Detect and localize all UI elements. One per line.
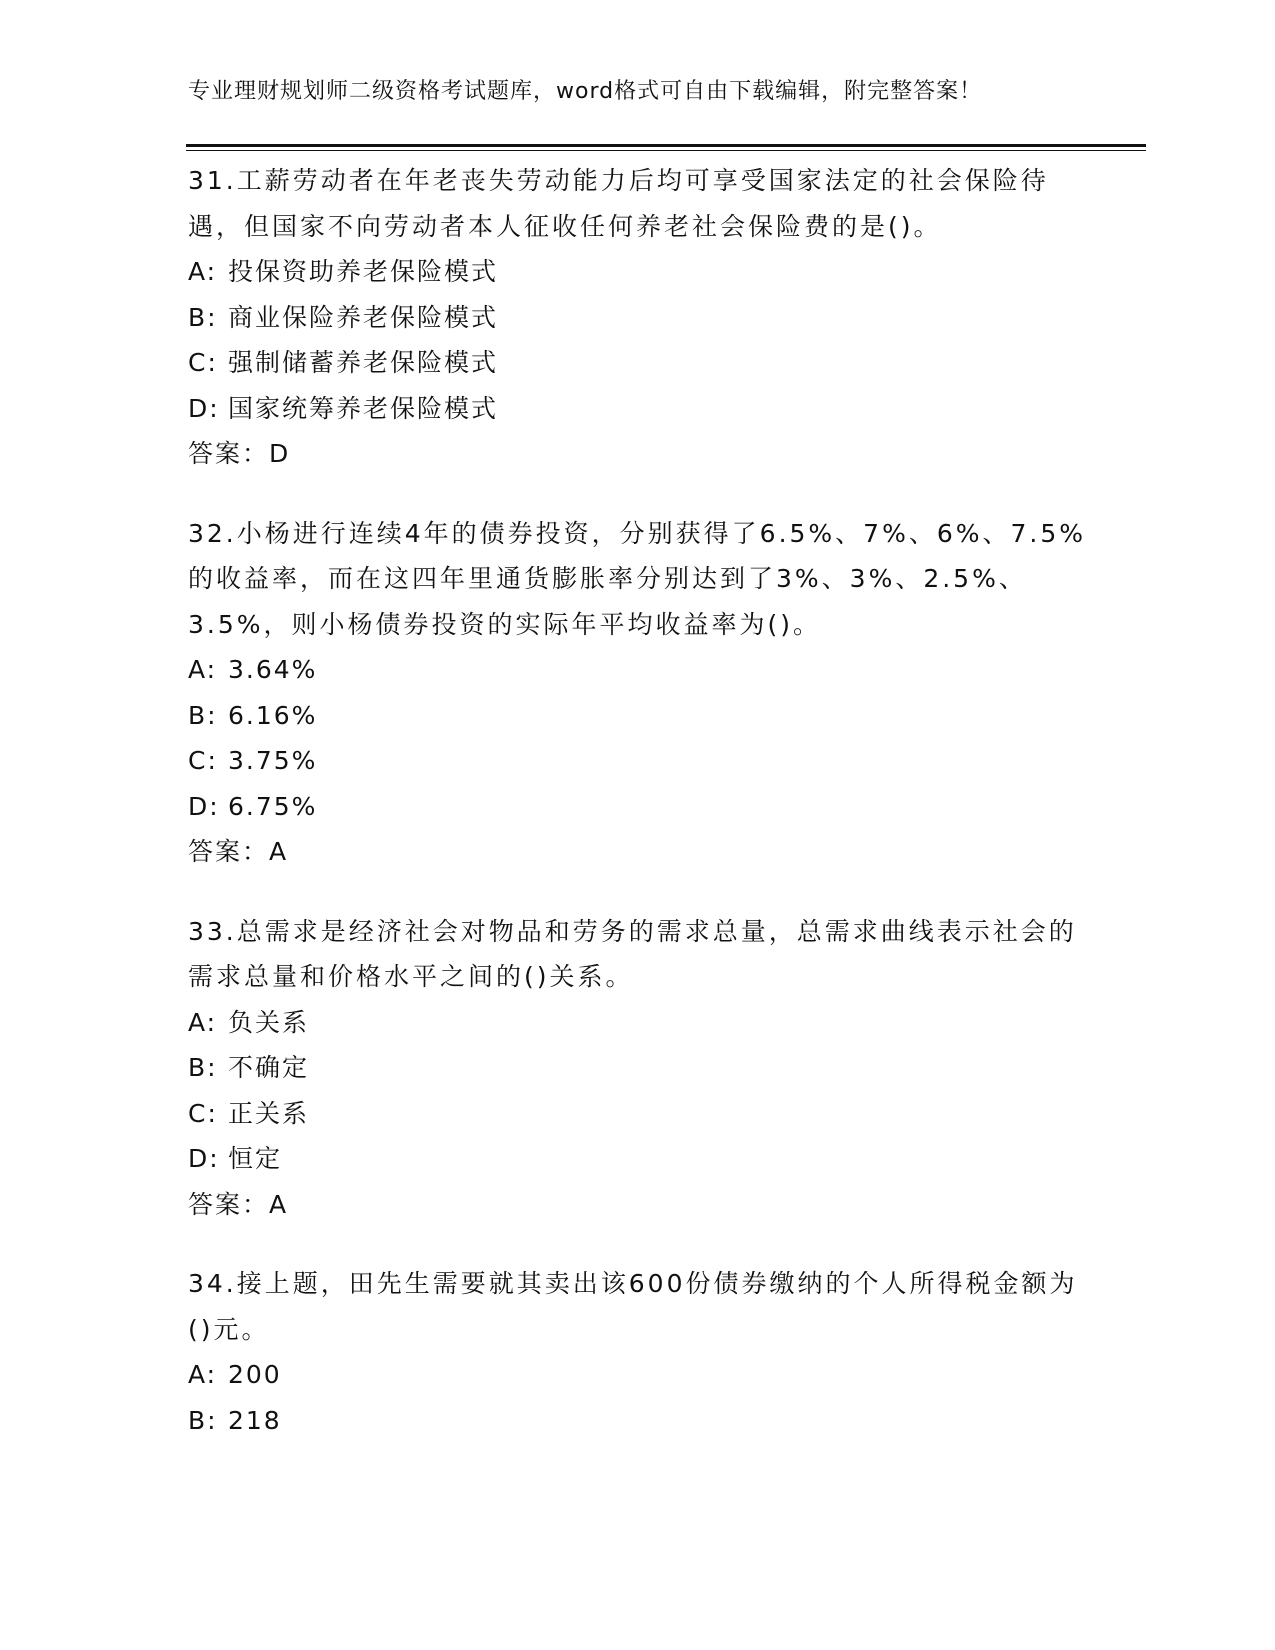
option-d (188, 784, 1088, 830)
option-text: 商业保险养老保险模式 (228, 302, 499, 332)
option-letter: D: (188, 1144, 220, 1173)
option-letter: C: (188, 348, 218, 377)
option-d (188, 386, 1088, 432)
option-a (188, 647, 1088, 693)
option-letter: B: (188, 1405, 218, 1435)
option-letter: D: (188, 791, 220, 821)
header-rule-thick (186, 144, 1146, 147)
option-b (188, 1398, 1088, 1444)
option-text: 投保资助养老保险模式 (228, 257, 499, 286)
option-letter: A: (188, 257, 218, 286)
answer-line: 答案：D (188, 439, 291, 468)
option-text: 3.64% (228, 655, 318, 684)
option-letter: B: (188, 1053, 218, 1082)
question-33 (188, 909, 1088, 1228)
option-text: 正关系 (228, 1098, 310, 1128)
option-b (188, 295, 1088, 341)
option-text: 6.75% (228, 791, 318, 821)
option-text: 6.16% (228, 700, 318, 730)
page-header: 专业理财规划师二级资格考试题库，word格式可自由下载编辑，附完整答案！ (188, 79, 983, 104)
option-text: 200 (228, 1360, 282, 1389)
option-text: 218 (228, 1405, 282, 1435)
question-32 (188, 511, 1088, 875)
answer-line: 答案：A (188, 837, 289, 866)
option-text: 负关系 (228, 1007, 310, 1037)
option-c (188, 1091, 1088, 1137)
option-letter: A: (188, 655, 218, 684)
option-letter: D: (188, 393, 220, 423)
option-text: 3.75% (228, 746, 318, 775)
option-c (188, 340, 1088, 386)
option-b (188, 693, 1088, 739)
question-stem: 34.接上题，田先生需要就其卖出该600份债券缴纳的个人所得税金额为()元。 (188, 1269, 1078, 1344)
option-b (188, 1045, 1088, 1091)
header-rule-thin (186, 150, 1146, 151)
question-list (188, 158, 1088, 1477)
option-letter: C: (188, 1098, 218, 1128)
question-34 (188, 1261, 1088, 1443)
option-letter: B: (188, 302, 218, 332)
answer-line: 答案：A (188, 1189, 289, 1219)
option-letter: B: (188, 700, 218, 730)
question-stem: 31.工薪劳动者在年老丧失劳动能力后均可享受国家法定的社会保险待遇，但国家不向劳动者本人征收任何养老社会保险费的是()。 (188, 166, 1049, 241)
option-letter: A: (188, 1360, 218, 1389)
option-letter: C: (188, 746, 218, 775)
option-d (188, 1136, 1088, 1182)
question-31 (188, 158, 1088, 477)
option-text: 强制储蓄养老保险模式 (228, 348, 499, 377)
option-c (188, 738, 1088, 784)
question-stem: 32.小杨进行连续4年的债券投资，分别获得了6.5%、7%、6%、7.5%的收益率，而在这四年里通货膨胀率分别达到了3%、3%、2.5%、3.5%，则小杨债券投资的实际年平均收益率为()。 (188, 518, 1087, 639)
option-text: 不确定 (228, 1053, 310, 1082)
question-stem: 33.总需求是经济社会对物品和劳务的需求总量，总需求曲线表示社会的需求总量和价格水平之间的()关系。 (188, 916, 1077, 991)
option-a (188, 1352, 1088, 1398)
option-letter: A: (188, 1007, 218, 1037)
option-text: 国家统筹养老保险模式 (228, 393, 499, 423)
option-text: 恒定 (228, 1144, 283, 1173)
option-a (188, 1000, 1088, 1046)
option-a (188, 249, 1088, 295)
